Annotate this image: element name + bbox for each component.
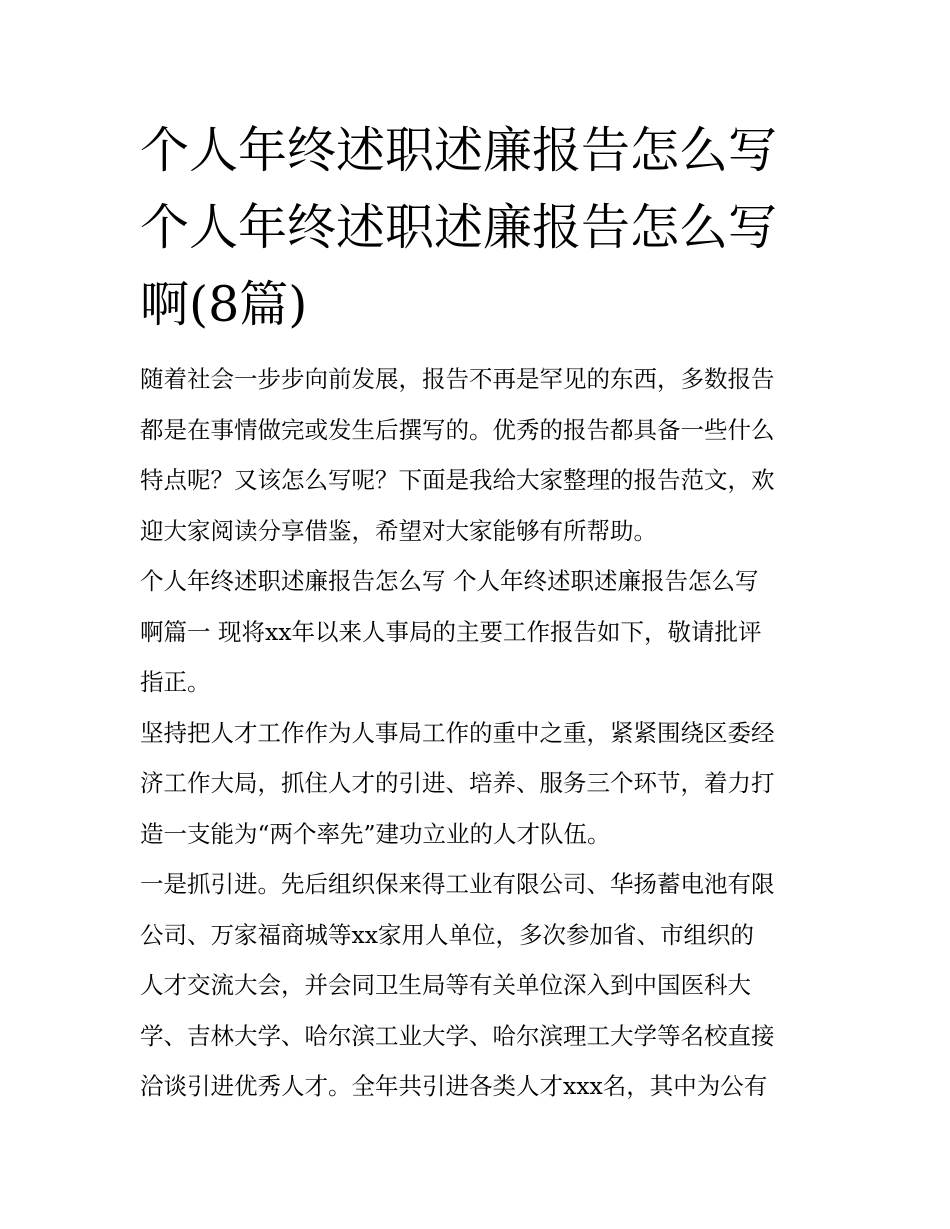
text-line: 一是抓引进。先后组织保来得工业有限公司、华扬蓄电池有限 [140, 870, 775, 898]
text-line: 随着社会一步步向前发展，报告不再是罕见的东西，多数报告 [140, 365, 775, 393]
document-title [140, 112, 820, 343]
section-heading-paragraph [140, 556, 820, 708]
text-line: 指正。 [140, 668, 211, 696]
text-line: 啊篇一 现将xx年以来人事局的主要工作报告如下，敬请批评 [140, 617, 762, 646]
text-line: 特点呢？又该怎么写呢？下面是我给大家整理的报告范文，欢 [140, 466, 775, 494]
document-body [140, 354, 820, 1112]
text-line: 济工作大局，抓住人才的引进、培养、服务三个环节，着力打 [140, 769, 775, 797]
text-line: 都是在事情做完或发生后撰写的。优秀的报告都具备一些什么 [140, 415, 775, 444]
title-line: 个人年终述职述廉报告怎么写 [140, 122, 778, 179]
intro-paragraph [140, 354, 820, 556]
text-line: 个人年终述职述廉报告怎么写 个人年终述职述廉报告怎么写 [140, 567, 759, 595]
text-line: 人才交流大会，并会同卫生局等有关单位深入到中国医科大 [140, 971, 751, 999]
body-paragraph [140, 708, 820, 860]
text-line: 坚持把人才工作作为人事局工作的重中之重，紧紧围绕区委经 [140, 718, 775, 747]
body-paragraph [140, 859, 820, 1112]
text-line: 公司、万家福商城等xx家用人单位，多次参加省、市组织的 [140, 920, 755, 949]
text-line: 造一支能为“两个率先”建功立业的人才队伍。 [140, 819, 611, 848]
text-line: 学、吉林大学、哈尔滨工业大学、哈尔滨理工大学等名校直接 [140, 1021, 775, 1050]
title-line: 啊(8篇) [140, 276, 308, 333]
text-line: 洽谈引进优秀人才。全年共引进各类人才xxx名，其中为公有 [140, 1072, 768, 1100]
title-line: 个人年终述职述廉报告怎么写 [140, 199, 778, 256]
text-line: 迎大家阅读分享借鉴，希望对大家能够有所帮助。 [140, 516, 657, 545]
